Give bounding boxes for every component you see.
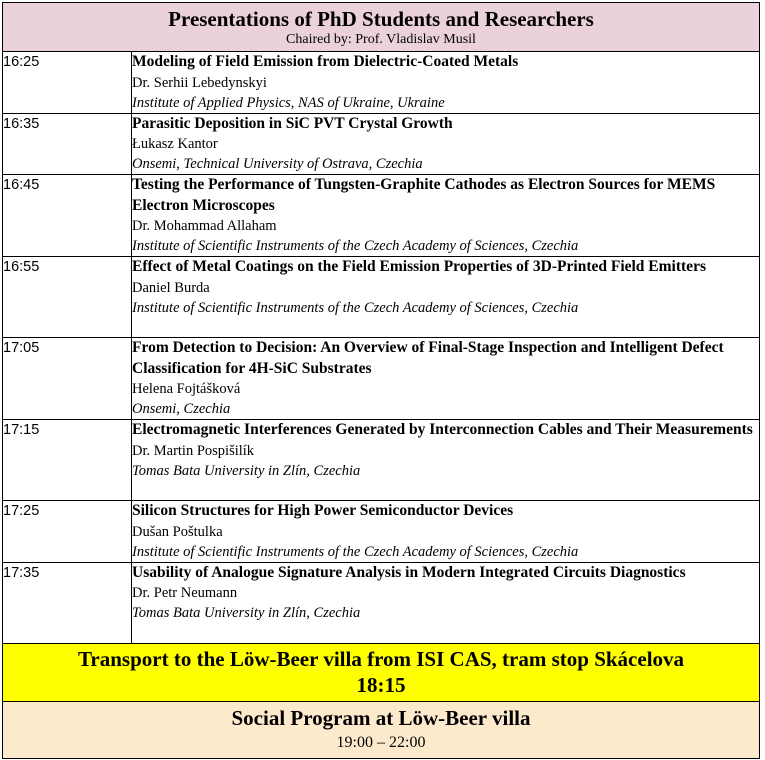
talk-title: From Detection to Decision: An Overview of Final-Stage Inspection and Intelligent Defect Classification for 4H-SiC Substrates bbox=[132, 339, 724, 377]
table-row bbox=[3, 175, 760, 257]
social-row bbox=[3, 701, 760, 758]
talk-time: 16:35 bbox=[3, 113, 132, 175]
session-header-row bbox=[3, 3, 760, 52]
talk-cell bbox=[132, 175, 760, 257]
talk-time: 17:35 bbox=[3, 562, 132, 643]
program-page bbox=[2, 2, 760, 759]
talk-title: Testing the Performance of Tungsten-Graphite Cathodes as Electron Sources for MEMS Electron Microscopes bbox=[132, 176, 716, 214]
social-program bbox=[3, 701, 760, 758]
talk-time: 17:15 bbox=[3, 420, 132, 501]
table-row bbox=[3, 52, 760, 114]
talk-title: Usability of Analogue Signature Analysis in Modern Integrated Circuits Diagnostics bbox=[132, 563, 686, 581]
talk-speaker: Dušan Poštulka bbox=[132, 523, 223, 540]
talk-time: 17:25 bbox=[3, 501, 132, 563]
talk-cell bbox=[132, 420, 760, 501]
table-row bbox=[3, 420, 760, 501]
session-header bbox=[3, 3, 760, 52]
talk-affiliation: Tomas Bata University in Zlín, Czechia bbox=[132, 605, 361, 621]
talk-speaker: Helena Fojtášková bbox=[132, 381, 241, 397]
talk-cell bbox=[132, 113, 760, 175]
talk-affiliation: Institute of Scientific Instruments of the Czech Academy of Sciences, Czechia bbox=[132, 238, 579, 254]
social-time: 19:00 – 22:00 bbox=[336, 733, 426, 751]
social-title: Social Program at Löw-Beer villa bbox=[231, 705, 531, 730]
talk-title: Parasitic Deposition in SiC PVT Crystal Growth bbox=[132, 114, 453, 132]
talk-cell bbox=[132, 562, 760, 643]
talk-cell bbox=[132, 501, 760, 563]
talk-affiliation: Institute of Applied Physics, NAS of Ukraine, Ukraine bbox=[132, 94, 445, 111]
table-row bbox=[3, 562, 760, 643]
program-table bbox=[2, 2, 760, 759]
talk-affiliation: Onsemi, Technical University of Ostrava, Czechia bbox=[132, 156, 423, 172]
talk-affiliation: Institute of Scientific Instruments of the Czech Academy of Sciences, Czechia bbox=[132, 543, 579, 560]
talk-title: Modeling of Field Emission from Dielectric-Coated Metals bbox=[132, 53, 519, 70]
talk-time: 16:25 bbox=[3, 52, 132, 114]
talk-time: 16:45 bbox=[3, 175, 132, 257]
talk-cell bbox=[132, 257, 760, 338]
talk-speaker: Dr. Petr Neumann bbox=[132, 585, 238, 601]
session-chair: Chaired by: Prof. Vladislav Musil bbox=[286, 32, 476, 47]
talk-time: 17:05 bbox=[3, 338, 132, 420]
talk-cell bbox=[132, 52, 760, 114]
talk-cell bbox=[132, 338, 760, 420]
table-row bbox=[3, 257, 760, 338]
session-title: Presentations of PhD Students and Researchers bbox=[168, 7, 594, 31]
transport-banner bbox=[3, 643, 760, 701]
talk-speaker: Łukasz Kantor bbox=[132, 136, 218, 152]
table-row bbox=[3, 338, 760, 420]
talk-title: Silicon Structures for High Power Semiconductor Devices bbox=[132, 502, 514, 519]
table-row bbox=[3, 113, 760, 175]
talk-title: Electromagnetic Interferences Generated by Interconnection Cables and Their Measurements bbox=[132, 421, 753, 438]
talk-affiliation: Tomas Bata University in Zlín, Czechia bbox=[132, 462, 361, 479]
talk-speaker: Dr. Serhii Lebedynskyi bbox=[132, 74, 267, 91]
transport-time: 18:15 bbox=[356, 672, 406, 697]
talk-speaker: Dr. Mohammad Allaham bbox=[132, 218, 277, 234]
transport-text: Transport to the Löw-Beer villa from ISI CAS, tram stop Skácelova bbox=[77, 646, 685, 671]
talk-affiliation: Institute of Scientific Instruments of the Czech Academy of Sciences, Czechia bbox=[132, 299, 579, 316]
talk-speaker: Daniel Burda bbox=[132, 279, 210, 296]
transport-row bbox=[3, 643, 760, 701]
talk-affiliation: Onsemi, Czechia bbox=[132, 401, 231, 417]
talk-speaker: Dr. Martin Pospišilík bbox=[132, 442, 255, 459]
talk-time: 16:55 bbox=[3, 257, 132, 338]
talk-title: Effect of Metal Coatings on the Field Emission Properties of 3D-Printed Field Emitters bbox=[132, 258, 706, 275]
table-row bbox=[3, 501, 760, 563]
